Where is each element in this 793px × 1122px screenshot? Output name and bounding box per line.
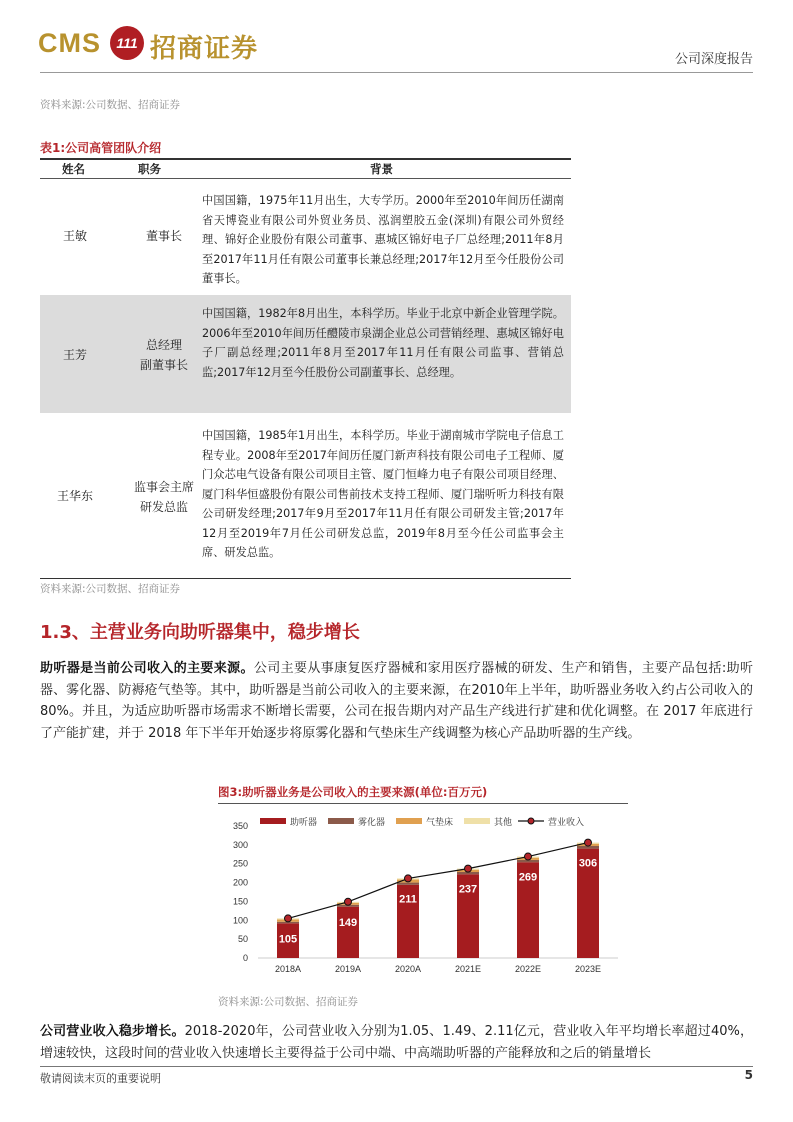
bar-segment-助听器 [337,907,359,958]
cell-role [124,226,204,246]
paragraph-2-lead: 公司营业收入稳步增长。 [40,1024,185,1039]
role-line: 研发总监 [139,500,188,514]
table-header-role: 职务 [138,162,161,176]
logo-chinese: 招商证券 [150,34,259,64]
cell-background: 中国国籍，1975年11月出生，大专学历。2000年至2010年间历任湖南省天博瓷业有限公司外贸业务员、泓润塑胶五金(深圳)有限公司外贸经理、锦好企业股份有限公司董事、惠城区锦好电子厂总经理;2011年8月至2017年11月任有限公司董事长兼总经理;2017年12月至今任股份公司董事长。 [202,194,564,285]
logo-badge: 111 [110,26,144,60]
legend-label: 营业收入 [548,818,585,828]
revenue-point [285,915,292,922]
table-header-name: 姓名 [62,162,85,176]
legend-swatch [260,818,286,824]
y-tick-label: 250 [232,858,248,869]
revenue-line [288,843,588,919]
y-tick-label: 50 [237,934,248,945]
legend-swatch [464,818,490,824]
legend-label: 雾化器 [358,818,386,828]
legend-label: 助听器 [290,818,318,828]
page-header [0,0,793,78]
table-top-rule [40,158,571,160]
revenue-point [525,853,532,860]
cell-name: 王芳 [62,348,87,362]
data-label: 269 [518,871,538,884]
y-tick-label: 200 [232,877,248,888]
y-tick-label: 350 [232,821,248,831]
footer-divider [40,1066,753,1067]
report-type: 公司深度报告 [674,52,753,67]
role-line: 监事会主席 [133,480,194,494]
legend-label: 其他 [494,818,513,828]
table-bottom-rule [40,578,571,579]
x-tick-label: 2023E [574,964,602,974]
data-label: 211 [399,893,417,906]
data-label: 149 [338,916,358,929]
role-line: 董事长 [145,229,182,243]
y-tick-label: 300 [232,839,248,850]
table-row [40,181,571,294]
role-line: 副董事长 [139,358,188,372]
figure-title: 图3:助听器业务是公司收入的主要来源(单位:百万元) [218,785,488,799]
role-line: 总经理 [145,338,182,352]
table-title: 表1:公司高管团队介绍 [40,141,162,155]
figure-title-rule [218,803,628,804]
y-tick-label: 0 [242,953,248,963]
table-header-rule [40,178,571,179]
cell-background: 中国国籍，1985年1月出生，本科学历。毕业于湖南城市学院电子信息工程专业。2008年至2017年间历任厦门新声科技有限公司电子工程师、厦门众芯电气设备有限公司项目主管、厦门恒峰力电子有限公司项目经理、厦门科华恒盛股份有限公司售前技术支持工程师、厦门瑞听听力科技有限公司研发经理;2017年9月至2017年11月任有限公司研发主管;2017年12月至2019年7月任公司研发总监，2019年8月至今任公司监事会主席、研发总监。 [202,429,564,559]
x-tick-label: 2021E [454,964,482,974]
table-row [40,295,571,413]
revenue-point [465,865,472,872]
legend-swatch [328,818,354,824]
cell-background: 中国国籍，1982年8月出生，本科学历。毕业于北京中新企业管理学院。2006年至2010年间历任醴陵市泉湖企业总公司营销经理、惠城区锦好电子厂副总经理;2011年8月至2017年11月任有限公司监事、营销总监;2017年12月至今任股份公司副董事长、总经理。 [202,307,564,379]
cell-name: 王华东 [56,489,93,503]
section-title: 1.3、主营业务向助听器集中，稳步增长 [40,622,360,643]
revenue-chart [218,806,628,986]
x-tick-label: 2020A [394,964,422,974]
x-tick-label: 2022E [514,964,542,974]
x-tick-label: 2018A [274,964,302,974]
source-note-top: 资料来源:公司数据、招商证券 [40,99,181,111]
bar-segment-雾化器 [397,883,419,885]
table-header-background: 背景 [370,162,393,176]
header-divider [40,72,753,73]
revenue-point [585,839,592,846]
figure-source-note: 资料来源:公司数据、招商证券 [218,996,359,1008]
data-label: 105 [278,933,298,946]
logo-latin: CMS [38,28,101,58]
paragraph-1-lead: 助听器是当前公司收入的主要来源。 [40,661,254,676]
cell-role [124,335,204,375]
y-tick-label: 150 [232,896,248,907]
data-label: 237 [458,883,478,896]
legend-swatch [396,818,422,824]
paragraph-1 [40,658,753,744]
page-number: 5 [744,1068,753,1082]
paragraph-2-body: 2018-2020年，公司营业收入分别为1.05、1.49、2.11亿元，营业收入年平均增长率超过40%，增速较快，这段时间的营业收入快速增长主要得益于公司中端、中高端助听器的产能释放和之后的销量增长 [40,1024,753,1061]
legend-label: 气垫床 [426,818,454,828]
revenue-point [345,898,352,905]
table-source-note: 资料来源:公司数据、招商证券 [40,583,181,595]
table-row [40,414,571,577]
footer-note: 敬请阅读末页的重要说明 [40,1072,161,1085]
paragraph-1-body: 公司主要从事康复医疗器械和家用医疗器械的研发、生产和销售，主要产品包括:助听器、雾化器、防褥疮气垫等。其中，助听器是当前公司收入的主要来源，在2010年上半年，助听器业务收入约占公司收入的80%。并且，为适应助听器市场需求不断增长需要，公司在报告期内对产品生产线进行扩建和优化调整。在 2017 年底进行了产能扩建，并于 2018 年下半年开始逐步将原雾化器和气垫床生产线调整为核心产品助听器的生产线。 [40,661,753,741]
revenue-point [405,875,412,882]
x-tick-label: 2019A [334,964,362,974]
data-label: 306 [578,857,598,870]
y-tick-label: 100 [232,915,248,926]
legend-line-marker [528,818,534,824]
cell-role [124,477,204,517]
paragraph-2 [40,1021,753,1064]
cell-name: 王敏 [62,229,87,243]
